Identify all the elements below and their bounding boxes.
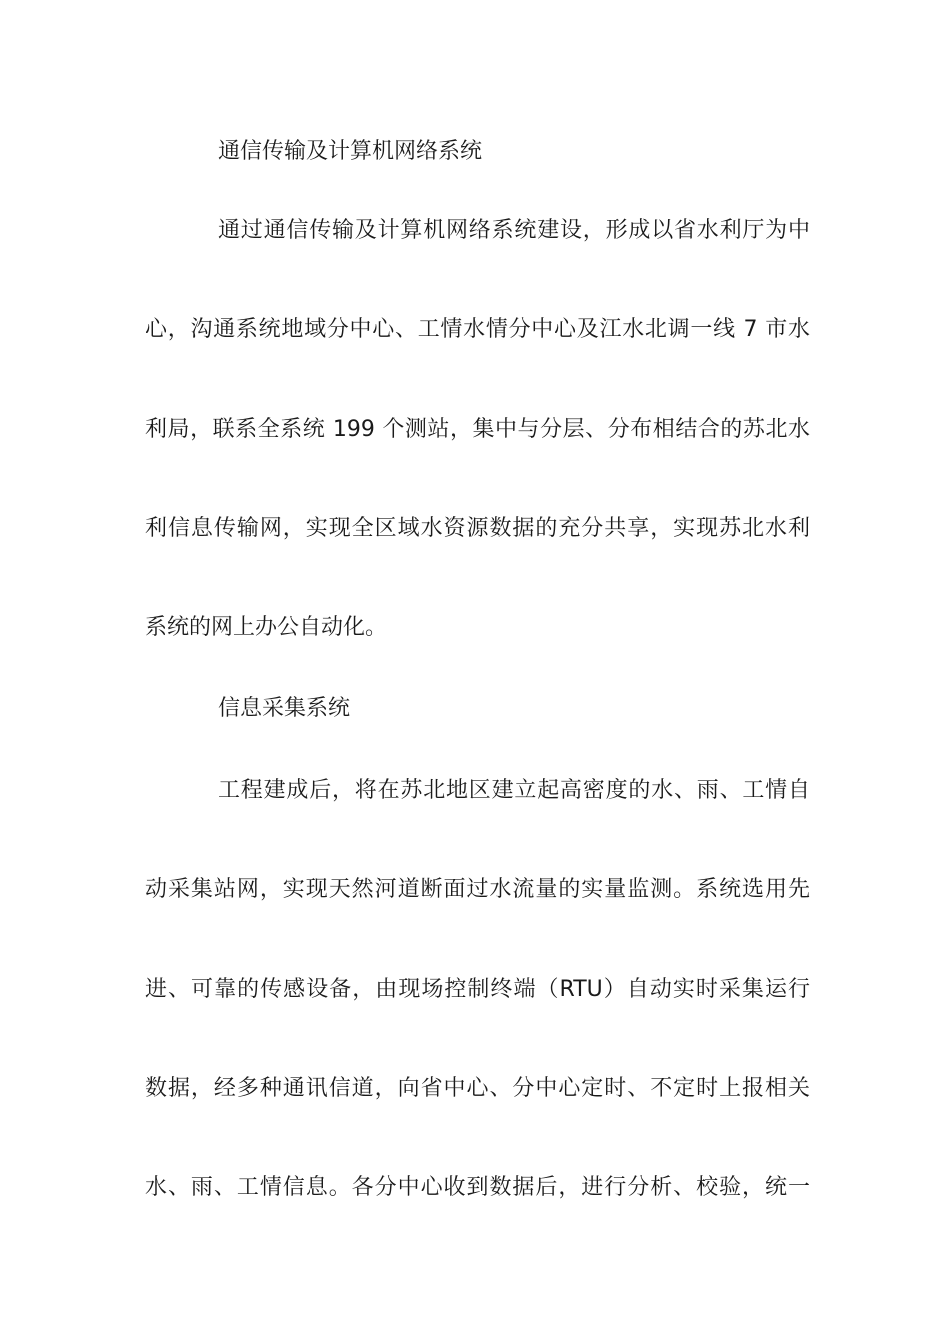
- section-heading-communication: 通信传输及计算机网络系统: [218, 139, 483, 164]
- paragraph-line: 工程建成后，将在苏北地区建立起高密度的水、雨、工情自: [218, 778, 810, 803]
- paragraph-line: 心，沟通系统地域分中心、工情水情分中心及江水北调一线 7 市水: [145, 317, 810, 342]
- paragraph-line: 数据，经多种通讯信道，向省中心、分中心定时、不定时上报相关: [145, 1076, 810, 1101]
- paragraph-line: 进、可靠的传感设备，由现场控制终端（RTU）自动实时采集运行: [145, 977, 810, 1002]
- paragraph-line: 通过通信传输及计算机网络系统建设，形成以省水利厅为中: [218, 218, 810, 243]
- paragraph-line: 利信息传输网，实现全区域水资源数据的充分共享，实现苏北水利: [145, 516, 810, 541]
- section-heading-data-collection: 信息采集系统: [218, 696, 351, 721]
- paragraph-line: 水、雨、工情信息。各分中心收到数据后，进行分析、校验，统一: [145, 1175, 810, 1200]
- paragraph-line: 系统的网上办公自动化。: [145, 615, 388, 640]
- paragraph-line: 动采集站网，实现天然河道断面过水流量的实量监测。系统选用先: [145, 877, 810, 902]
- paragraph-line: 利局，联系全系统 199 个测站，集中与分层、分布相结合的苏北水: [145, 417, 810, 442]
